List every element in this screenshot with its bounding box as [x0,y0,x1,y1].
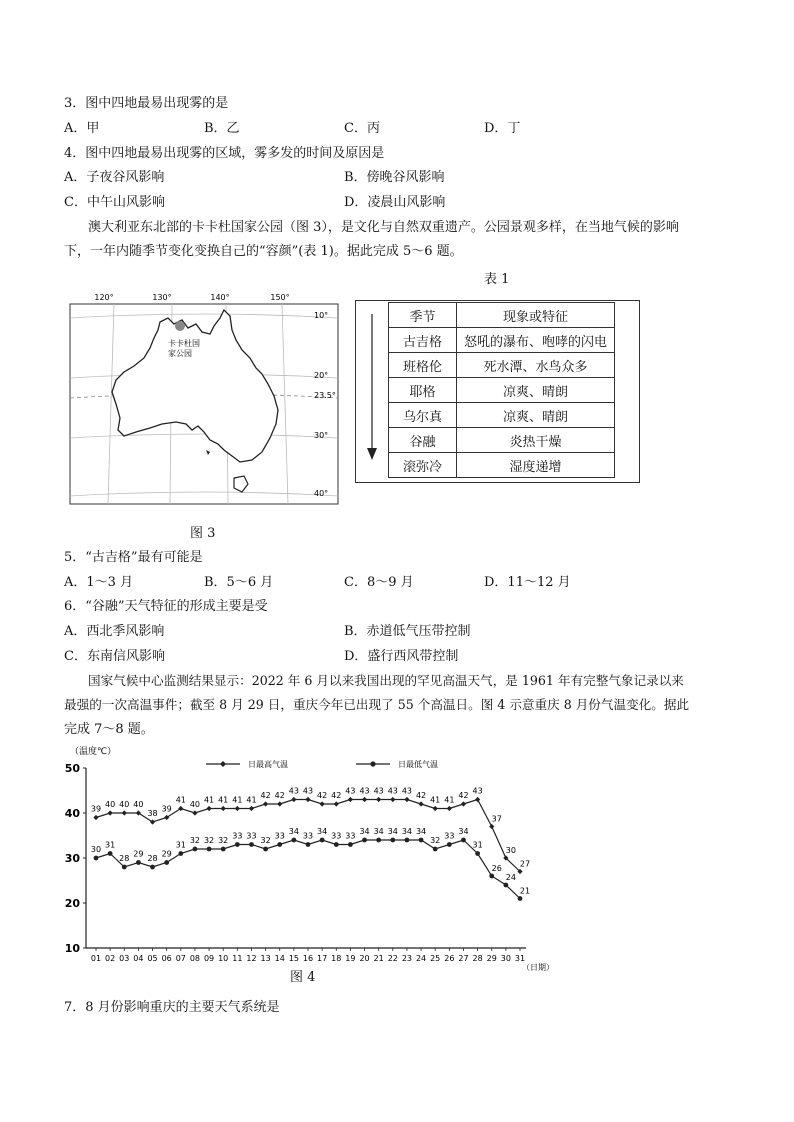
lat-label-40: 40° [314,489,329,498]
data-label-daily-low: 32 [218,836,229,845]
data-label-daily-low: 34 [288,827,299,836]
chart-x-tick-label: 07 [175,954,186,963]
data-label-daily-low: 31 [105,840,116,850]
data-label-daily-low: 33 [331,831,342,841]
chart-x-tick-label: 22 [387,954,398,963]
data-label-daily-high: 38 [147,809,158,818]
data-point-daily-low [405,838,410,843]
data-label-daily-high: 30 [505,846,516,855]
temperature-chart [56,740,556,978]
data-label-daily-low: 32 [203,836,215,845]
data-point-daily-low [475,851,480,856]
chart-y-tick-label: 30 [64,852,80,865]
figure3-caption: 图 3 [190,526,216,541]
data-point-daily-low [362,838,367,843]
chart-y-tick-label: 20 [64,897,80,910]
chart-x-axis-label: （日期） [522,963,554,972]
chart-x-tick-label: 21 [373,954,384,963]
data-point-daily-high [320,801,325,806]
data-label-daily-low: 33 [302,831,314,841]
q3-stem: 3．图中四地最易出现雾的是 [64,96,229,111]
chart-x-tick-label: 08 [189,954,201,963]
data-label-daily-high: 42 [415,791,427,800]
data-label-daily-high: 43 [288,786,299,796]
table-header-row [389,303,615,328]
data-label-daily-high: 41 [203,795,215,805]
chart-y-tick-label: 10 [64,942,80,955]
data-label-daily-low: 26 [491,864,502,873]
data-label-daily-low: 29 [161,849,172,859]
data-point-daily-low [277,842,282,847]
lat-label-10: 10° [314,311,329,320]
table-row [389,453,615,478]
chart-x-tick-label: 31 [514,954,526,963]
chart-x-tick-label: 30 [500,954,511,963]
q4-option-a[interactable]: A．子夜谷风影响 [64,170,165,185]
data-point-daily-high [362,797,367,802]
table-row [389,403,615,428]
lon-label-150: 150° [270,293,290,302]
data-label-daily-low: 33 [274,831,285,841]
chart-x-tick-label: 12 [246,954,257,963]
data-label-daily-low: 21 [519,886,531,896]
data-label-daily-low: 30 [90,845,102,854]
data-point-daily-low [164,860,169,865]
data-label-daily-high: 42 [317,791,328,800]
data-label-daily-low: 34 [415,827,427,836]
data-point-daily-high [475,797,480,802]
data-label-daily-high: 27 [519,859,531,869]
legend-label: 日最高气温 [248,760,288,769]
data-point-daily-low [122,865,127,870]
data-point-daily-high [348,797,353,802]
data-point-daily-high [221,806,226,811]
table-header-feature: 现象或特征 [457,303,615,328]
lon-label-120: 120° [94,293,114,302]
table-cell-feature: 死水潭、水鸟众多 [457,353,615,378]
data-label-daily-high: 42 [260,791,271,800]
data-point-daily-low [291,838,296,843]
data-point-daily-high [305,797,310,802]
chart-x-tick-label: 01 [90,954,102,963]
data-point-daily-high [418,801,423,806]
data-label-daily-high: 41 [444,795,455,805]
data-label-daily-high: 43 [373,786,384,796]
lon-label-140: 140° [210,293,230,302]
table-row [389,328,615,353]
data-point-daily-low [306,842,311,847]
passage2-line3: 完成 7～8 题。 [64,722,154,737]
q4-option-d[interactable]: D．凌晨山风影响 [344,195,446,210]
q3-option-d[interactable]: D．丁 [484,121,521,136]
table1-caption: 表 1 [484,272,510,287]
chart-x-tick-label: 29 [486,954,497,963]
chart-x-tick-label: 10 [218,954,229,963]
data-point-daily-high [489,824,494,829]
data-label-daily-low: 32 [260,836,271,845]
table-cell-feature: 凉爽、晴朗 [457,403,615,428]
chart-y-axis-label: （温度℃） [70,747,117,757]
data-point-daily-low [249,842,254,847]
lat-label-23-5: 23.5° [314,391,336,400]
data-label-daily-high: 40 [189,800,201,809]
data-point-daily-high [93,815,98,820]
lat-label-20: 20° [314,371,329,380]
data-point-daily-low [376,838,381,843]
data-label-daily-low: 33 [246,831,257,841]
data-label-daily-high: 42 [331,791,342,800]
q6-option-c[interactable]: C．东南信风影响 [64,649,165,664]
data-point-daily-high [433,806,438,811]
data-label-daily-low: 34 [387,827,398,836]
data-point-daily-low [320,838,325,843]
chart-x-tick-label: 20 [359,954,370,963]
data-label-daily-high: 40 [119,800,130,809]
q6-stem: 6．“谷融”天气特征的形成主要是受 [64,599,268,614]
data-point-daily-low [433,847,438,852]
q7-stem: 7．8 月份影响重庆的主要天气系统是 [64,1000,280,1015]
data-label-daily-low: 24 [505,873,516,882]
data-point-daily-high [390,797,395,802]
data-point-daily-low [419,838,424,843]
chart-x-tick-label: 04 [133,954,144,963]
data-label-daily-low: 32 [189,836,201,845]
data-label-daily-low: 34 [359,827,370,836]
table-cell-season: 谷融 [389,428,457,453]
table-row [389,378,615,403]
data-point-daily-low [193,847,198,852]
lat-label-30: 30° [314,431,329,440]
data-label-daily-low: 31 [472,840,483,850]
table-cell-feature: 湿度递增 [457,453,615,478]
data-label-daily-low: 32 [430,836,441,845]
australia-map [64,292,344,512]
chart-x-tick-label: 27 [458,954,469,963]
data-label-daily-high: 43 [302,786,314,796]
data-point-daily-high [263,801,268,806]
data-label-daily-high: 41 [218,795,229,805]
park-label-line1: 卡卡杜国 [168,339,200,348]
data-label-daily-low: 33 [444,831,455,841]
table-cell-season: 滚弥冷 [389,453,457,478]
data-label-daily-low: 29 [133,849,144,859]
table-cell-feature: 炎热干燥 [457,428,615,453]
chart-x-tick-label: 09 [203,954,215,963]
q3-option-c[interactable]: C．丙 [344,121,380,136]
data-point-daily-low [108,851,113,856]
data-label-daily-low: 33 [345,831,356,841]
data-point-daily-high [277,801,282,806]
data-point-daily-high [206,806,211,811]
data-label-daily-low: 34 [317,827,328,836]
chart-x-tick-label: 26 [444,954,455,963]
data-point-daily-high [334,801,339,806]
kakadu-park-marker [175,321,185,331]
data-point-daily-high [447,806,452,811]
passage2-line2: 最强的一次高温事件；截至 8 月 29 日，重庆今年已出现了 55 个高温日。图 4 示意重庆 8 月份气温变化。据此 [64,697,690,712]
chart-x-tick-label: 02 [105,954,116,963]
data-label-daily-high: 41 [430,795,441,805]
data-point-daily-low [503,883,508,888]
data-label-daily-low: 28 [119,854,130,863]
data-point-daily-low [334,842,339,847]
data-label-daily-low: 34 [458,827,469,836]
data-label-daily-low: 28 [147,854,158,863]
data-point-daily-high [461,801,466,806]
data-point-daily-high [404,797,409,802]
table-row [389,428,615,453]
data-point-daily-high [249,806,254,811]
data-label-daily-high: 40 [133,800,144,809]
data-point-daily-high [108,810,113,815]
series-line-daily-low [96,840,520,899]
season-arrow [364,312,380,462]
data-label-daily-low: 34 [373,827,384,836]
chart-x-tick-label: 25 [430,954,441,963]
data-label-daily-high: 43 [472,786,483,796]
chart-x-tick-label: 23 [401,954,413,963]
data-label-daily-high: 43 [359,786,370,796]
data-label-daily-high: 43 [345,786,356,796]
data-label-daily-high: 42 [458,791,469,800]
data-point-daily-high [192,810,197,815]
chart-x-tick-label: 17 [317,954,328,963]
data-point-daily-low [94,856,99,861]
data-point-daily-high [291,797,296,802]
data-point-daily-low [263,847,268,852]
data-label-daily-low: 34 [401,827,413,836]
data-label-daily-high: 43 [401,786,413,796]
data-point-daily-low [221,847,226,852]
table-cell-feature: 怒吼的瀑布、咆哮的闪电 [457,328,615,353]
chart-y-tick-label: 40 [64,807,80,820]
data-point-daily-low [207,847,212,852]
data-point-daily-low [461,838,466,843]
figure4-caption: 图 4 [290,970,316,985]
table-cell-feature: 凉爽、晴朗 [457,378,615,403]
chart-x-tick-label: 05 [147,954,158,963]
chart-x-tick-label: 28 [472,954,483,963]
data-point-daily-low [348,842,353,847]
data-label-daily-high: 41 [232,795,243,805]
data-label-daily-low: 33 [232,831,243,841]
data-label-daily-high: 40 [105,800,116,809]
data-point-daily-high [235,806,240,811]
data-label-daily-high: 41 [175,795,186,805]
q3-option-a[interactable]: A．甲 [64,121,100,136]
q4-option-b[interactable]: B．傍晚谷风影响 [344,170,445,185]
chart-x-tick-label: 06 [161,954,172,963]
chart-x-tick-label: 24 [415,954,427,963]
q5-option-b[interactable]: B．5～6 月 [204,575,274,590]
chart-x-tick-label: 11 [232,954,243,963]
table-cell-season: 乌尔真 [389,403,457,428]
passage1-line2: 下，一年内随季节变化变换自己的“容颜”(表 1)。据此完成 5～6 题。 [64,244,463,259]
data-point-daily-low [150,865,155,870]
legend-marker [220,761,226,767]
data-label-daily-high: 39 [161,804,172,814]
q4-option-c[interactable]: C．中午山风影响 [64,195,165,210]
data-label-daily-high: 37 [491,814,502,824]
table-row [389,353,615,378]
q5-option-d[interactable]: D．11～12 月 [484,575,571,590]
legend-label: 日最低气温 [398,760,438,769]
data-label-daily-high: 43 [387,786,398,796]
table-cell-season: 古吉格 [389,328,457,353]
data-point-daily-low [390,838,395,843]
q4-stem: 4．图中四地最易出现雾的区域，雾多发的时间及原因是 [64,146,385,161]
data-point-daily-low [235,842,240,847]
chart-x-tick-label: 15 [288,954,299,963]
data-point-daily-high [122,810,127,815]
chart-x-tick-label: 18 [331,954,342,963]
q6-option-b[interactable]: B．赤道低气压带控制 [344,624,471,639]
q6-option-d[interactable]: D．盛行西风带控制 [344,649,459,664]
q6-option-a[interactable]: A．西北季风影响 [64,624,165,639]
table-cell-season: 班格伦 [389,353,457,378]
q5-option-c[interactable]: C．8～9 月 [344,575,414,590]
legend-marker [370,761,375,766]
q3-option-b[interactable]: B．乙 [204,121,240,136]
chart-x-tick-label: 16 [302,954,314,963]
lon-label-130: 130° [152,293,172,302]
park-label-line2: 家公园 [168,349,192,358]
chart-x-tick-label: 03 [119,954,130,963]
chart-y-tick-label: 50 [64,762,80,775]
data-point-daily-low [489,874,494,879]
table1 [388,302,615,478]
data-point-daily-low [518,896,523,901]
passage1-line1: 澳大利亚东北部的卡卡杜国家公园（图 3），是文化与自然双重遗产。公园景观多样，在当地气候的影响 [88,220,679,235]
chart-x-tick-label: 19 [345,954,356,963]
data-point-daily-low [447,842,452,847]
q5-option-a[interactable]: A．1～3 月 [64,575,134,590]
table-header-season: 季节 [389,303,457,328]
data-point-daily-low [136,860,141,865]
data-label-daily-high: 42 [274,791,285,800]
chart-x-tick-label: 14 [274,954,285,963]
data-point-daily-high [376,797,381,802]
table-cell-season: 耶格 [389,378,457,403]
data-label-daily-low: 31 [175,840,186,850]
data-point-daily-low [178,851,183,856]
chart-x-tick-label: 13 [260,954,271,963]
data-label-daily-high: 39 [90,804,102,814]
data-label-daily-high: 41 [246,795,257,805]
q5-stem: 5．“古吉格”最有可能是 [64,550,203,565]
passage2-line1: 国家气候中心监测结果显示：2022 年 6 月以来我国出现的罕见高温天气，是 1961 年有完整气象记录以来 [88,673,684,688]
